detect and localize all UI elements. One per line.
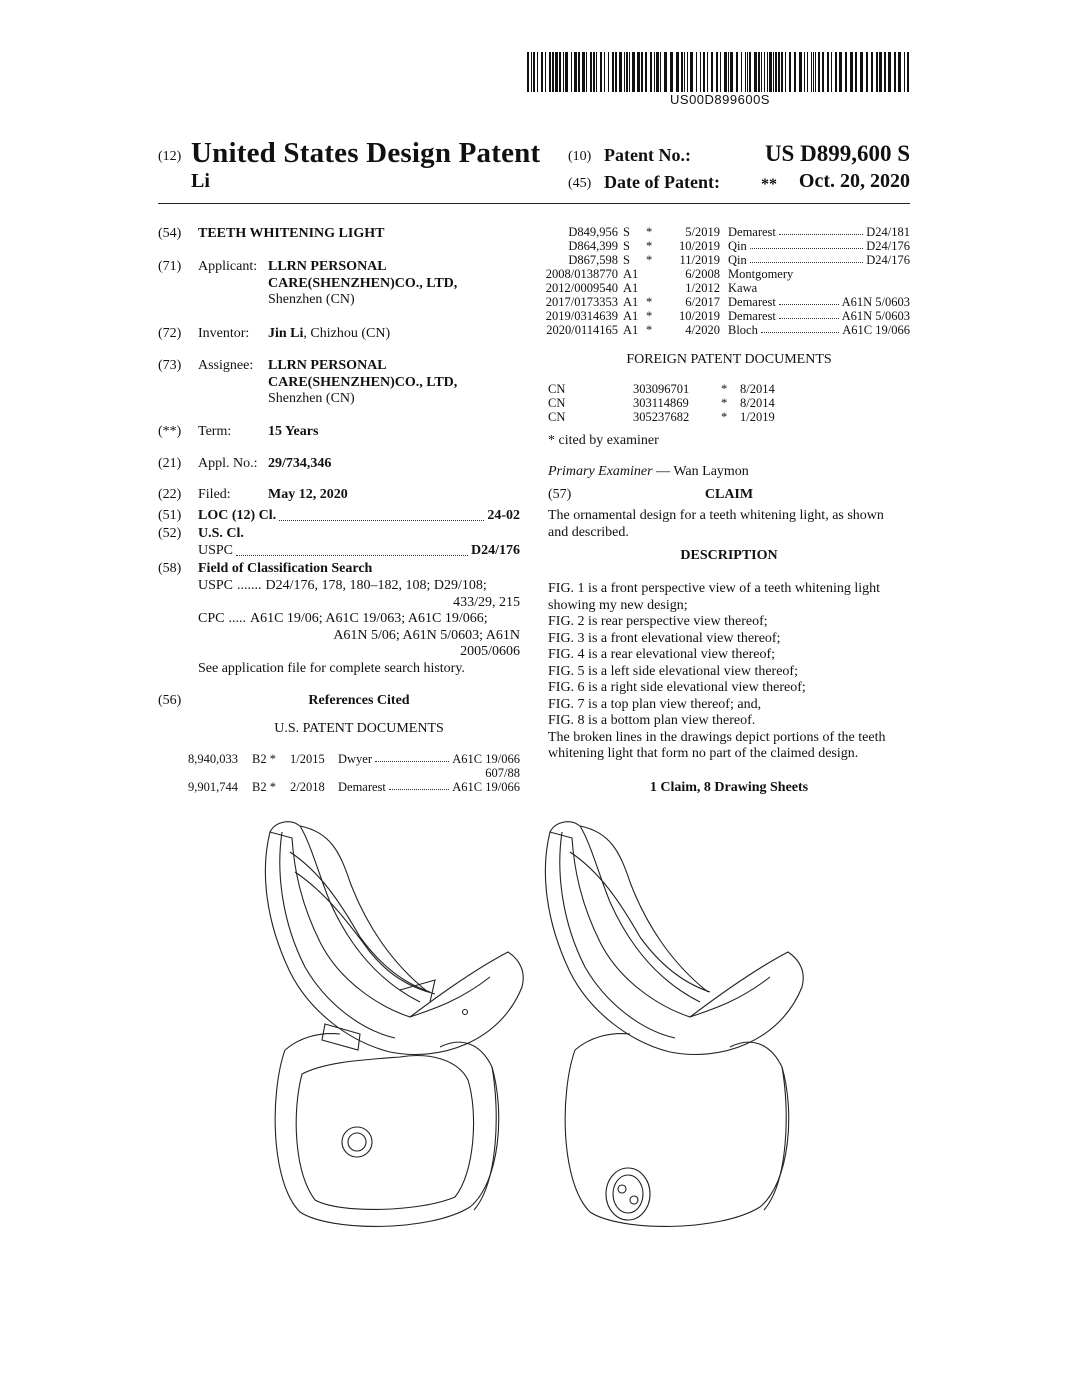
applicant-line-2: CARE(SHENZHEN)CO., LTD, bbox=[268, 275, 458, 291]
barcode-bar bbox=[615, 52, 617, 92]
document-title: United States Design Patent bbox=[191, 137, 541, 169]
barcode-bar bbox=[711, 52, 713, 92]
barcode-bar bbox=[831, 52, 832, 92]
tray-rim-2 bbox=[580, 826, 708, 992]
barcode-bar bbox=[707, 52, 708, 92]
barcode-bar bbox=[632, 52, 635, 92]
usb-port-inner bbox=[613, 1175, 643, 1213]
body-top bbox=[575, 1034, 630, 1050]
barcode-bar bbox=[781, 52, 783, 92]
barcode-bar bbox=[789, 52, 791, 92]
description-line: FIG. 5 is a left side elevational view thereof; bbox=[548, 663, 798, 679]
barcode-bar bbox=[835, 52, 837, 92]
barcode-bar bbox=[593, 52, 595, 92]
date-mark: ** bbox=[761, 176, 777, 193]
claim-num: (57) bbox=[548, 487, 572, 502]
claim-text-line-2: and described. bbox=[548, 524, 629, 540]
power-button-icon bbox=[348, 1133, 366, 1151]
us-reference-list bbox=[188, 752, 520, 794]
barcode-bar bbox=[741, 52, 742, 92]
description-line: showing my new design; bbox=[548, 597, 688, 613]
barcode-bar bbox=[815, 52, 816, 92]
tag-12: (12) bbox=[158, 149, 182, 164]
barcode-bar bbox=[582, 52, 585, 92]
field-54-num: (54) bbox=[158, 226, 182, 241]
barcode-bar bbox=[888, 52, 891, 92]
barcode-bar bbox=[629, 52, 630, 92]
search-uspc-line-1: D24/176, 178, 180–182, 108; D29/108; bbox=[265, 578, 487, 593]
tray-inner-edge bbox=[280, 832, 395, 1038]
barcode-bar bbox=[541, 52, 543, 92]
barcode-bar bbox=[822, 52, 824, 92]
barcode-bar bbox=[799, 52, 802, 92]
barcode-bar bbox=[586, 52, 587, 92]
claims-sheets-count: 1 Claim, 8 Drawing Sheets bbox=[649, 780, 809, 795]
tray-inner-edge bbox=[560, 832, 675, 1038]
barcode-bar bbox=[728, 52, 729, 92]
cited-by-examiner: * cited by examiner bbox=[548, 433, 659, 448]
field-21-num: (21) bbox=[158, 456, 182, 471]
description-text bbox=[548, 581, 918, 763]
barcode-bar bbox=[676, 52, 679, 92]
header-line-1 bbox=[158, 137, 918, 173]
claim-text-line-1: The ornamental design for a teeth whitening light, as shown bbox=[548, 508, 884, 523]
inventor-short: Li bbox=[191, 170, 210, 192]
barcode-bar bbox=[876, 52, 878, 92]
barcode-bar bbox=[656, 52, 659, 92]
barcode-bar bbox=[664, 52, 667, 92]
barcode-bar bbox=[769, 52, 772, 92]
reference-row: D864,399 S * 10/2019 Qin D24/176 bbox=[568, 239, 910, 253]
inventor-name: Jin Li bbox=[268, 326, 304, 341]
barcode-bar bbox=[612, 52, 614, 92]
search-cpc-line-3: 2005/0606 bbox=[460, 644, 520, 659]
barcode-bar bbox=[687, 52, 688, 92]
barcode-bar bbox=[624, 52, 625, 92]
barcode-bar bbox=[839, 52, 842, 92]
foreign-doc-row: CN 303096701 * 8/2014 bbox=[548, 382, 775, 396]
field-term-num: (**) bbox=[158, 424, 182, 439]
barcode-bar bbox=[884, 52, 886, 92]
figure-1-front-perspective bbox=[230, 812, 530, 1232]
barcode-bar bbox=[845, 52, 847, 92]
field-51-num: (51) bbox=[158, 508, 182, 523]
inventor-label: Inventor: bbox=[198, 326, 250, 341]
description-line: FIG. 3 is a front elevational view thereof; bbox=[548, 630, 781, 646]
barcode-graphic bbox=[527, 52, 913, 92]
tag-45: (45) bbox=[568, 176, 592, 191]
barcode-bar bbox=[778, 52, 780, 92]
us-reference-extra: 607/88 bbox=[485, 766, 520, 780]
reference-row: D849,956 S * 5/2019 Demarest D24/181 bbox=[568, 225, 910, 239]
barcode-bar bbox=[894, 52, 896, 92]
barcode-bar bbox=[660, 52, 661, 92]
barcode-bar bbox=[775, 52, 777, 92]
description-line: The broken lines in the drawings depict portions of the teeth bbox=[548, 729, 886, 745]
reference-row: 2019/0314639 A1 * 10/2019 Demarest A61N 5/0603 bbox=[545, 309, 910, 323]
reference-list-continued bbox=[545, 225, 910, 337]
barcode-bar bbox=[549, 52, 551, 92]
barcode-bar bbox=[827, 52, 829, 92]
barcode-bar bbox=[866, 52, 868, 92]
foreign-doc-list bbox=[548, 382, 910, 424]
barcode-bar bbox=[716, 52, 718, 92]
inventor-location: , Chizhou (CN) bbox=[303, 326, 391, 341]
barcode-bar bbox=[860, 52, 863, 92]
barcode-bar bbox=[619, 52, 622, 92]
assignee-line-3: Shenzhen (CN) bbox=[268, 391, 355, 406]
barcode-bar bbox=[813, 52, 814, 92]
header-line-2 bbox=[158, 170, 918, 196]
barcode-bar bbox=[670, 52, 673, 92]
barcode-bar bbox=[700, 52, 701, 92]
reference-row: 2017/0173353 A1 * 6/2017 Demarest A61N 5/0603 bbox=[545, 295, 910, 309]
field-71-num: (71) bbox=[158, 259, 182, 274]
barcode-bar bbox=[563, 52, 564, 92]
barcode-bar bbox=[559, 52, 561, 92]
barcode-bar bbox=[537, 52, 538, 92]
filed-label: Filed: bbox=[198, 487, 231, 502]
barcode-bar bbox=[650, 52, 652, 92]
search-history-note: See application file for complete search history. bbox=[198, 660, 465, 676]
reference-row: 2020/0114165 A1 * 4/2020 Bloch A61C 19/066 bbox=[546, 323, 910, 337]
power-button-outer bbox=[342, 1127, 372, 1157]
barcode-bar bbox=[565, 52, 568, 92]
description-line: FIG. 1 is a front perspective view of a teeth whitening light bbox=[548, 581, 881, 596]
appl-no-value: 29/734,346 bbox=[268, 456, 332, 471]
examiner-name: — Wan Laymon bbox=[652, 464, 749, 479]
barcode-bar bbox=[571, 52, 572, 92]
barcode-bar bbox=[604, 52, 605, 92]
description-line: FIG. 6 is a right side elevational view thereof; bbox=[548, 680, 806, 695]
primary-examiner bbox=[548, 464, 749, 481]
barcode-bar bbox=[871, 52, 873, 92]
barcode-bar bbox=[654, 52, 655, 92]
search-cpc-line-2: A61N 5/06; A61N 5/0603; A61N bbox=[333, 627, 520, 643]
tray-lower-edge bbox=[690, 977, 770, 1017]
applicant-label: Applicant: bbox=[198, 259, 258, 274]
neck bbox=[322, 1024, 360, 1050]
applicant-line-3: Shenzhen (CN) bbox=[268, 292, 355, 307]
search-uspc-label: USPC bbox=[198, 578, 234, 593]
assignee-label: Assignee: bbox=[198, 358, 254, 373]
tray-rim-2 bbox=[300, 826, 428, 992]
invention-title: TEETH WHITENING LIGHT bbox=[198, 226, 385, 241]
tag-10: (10) bbox=[568, 149, 592, 164]
us-cl-uspc-label: USPC bbox=[198, 543, 234, 558]
barcode-bar bbox=[794, 52, 796, 92]
assignee-line-1: LLRN PERSONAL bbox=[268, 358, 387, 373]
barcode-bar bbox=[749, 52, 751, 92]
assignee-line-2: CARE(SHENZHEN)CO., LTD, bbox=[268, 374, 458, 390]
filed-value: May 12, 2020 bbox=[268, 487, 348, 502]
barcode-bar bbox=[758, 52, 760, 92]
barcode-bar bbox=[608, 52, 609, 92]
barcode-bar bbox=[850, 52, 853, 92]
reference-row: 2008/0138770 A1 6/2008 Montgomery bbox=[545, 267, 794, 281]
reference-row: 2012/0009540 A1 1/2012 Kawa bbox=[545, 281, 758, 295]
barcode-bar bbox=[754, 52, 757, 92]
field-52-num: (52) bbox=[158, 526, 182, 541]
barcode-bar bbox=[898, 52, 901, 92]
barcode-bar bbox=[747, 52, 748, 92]
tray-lower-edge bbox=[410, 977, 490, 1017]
barcode-bar bbox=[626, 52, 628, 92]
tray-dot bbox=[463, 1010, 468, 1015]
barcode-bar bbox=[785, 52, 786, 92]
barcode-number: US00D899600S bbox=[670, 92, 770, 107]
barcode-bar bbox=[552, 52, 554, 92]
barcode-bar bbox=[531, 52, 532, 92]
barcode-bar bbox=[681, 52, 683, 92]
barcode-bar bbox=[767, 52, 768, 92]
barcode-bar bbox=[724, 52, 727, 92]
body-outline bbox=[275, 1042, 499, 1226]
date-of-patent: Oct. 20, 2020 bbox=[798, 170, 910, 192]
barcode-bar bbox=[904, 52, 905, 92]
loc-value: 24-02 bbox=[487, 508, 520, 523]
barcode-bar bbox=[696, 52, 697, 92]
barcode-bar bbox=[804, 52, 805, 92]
field-58-num: (58) bbox=[158, 561, 182, 576]
search-uspc-line-2: 433/29, 215 bbox=[453, 594, 520, 610]
foreign-doc-row: CN 303114869 * 8/2014 bbox=[548, 396, 775, 410]
barcode-bar bbox=[811, 52, 812, 92]
body-outline bbox=[565, 1042, 789, 1226]
barcode-bar bbox=[745, 52, 746, 92]
barcode-bar bbox=[764, 52, 765, 92]
barcode-bar bbox=[730, 52, 733, 92]
date-label: Date of Patent: bbox=[604, 172, 720, 192]
field-72-num: (72) bbox=[158, 326, 182, 341]
foreign-docs-title: FOREIGN PATENT DOCUMENTS bbox=[626, 352, 832, 367]
barcode-bar bbox=[574, 52, 577, 92]
description-line: FIG. 8 is a bottom plan view thereof. bbox=[548, 713, 756, 728]
claim-title: CLAIM bbox=[704, 487, 754, 502]
search-cpc-line-1: A61C 19/06; A61C 19/063; A61C 19/066; bbox=[249, 611, 488, 626]
body-top bbox=[285, 1034, 340, 1050]
tray-outline bbox=[545, 832, 803, 1054]
barcode-bar bbox=[818, 52, 820, 92]
usb-pin bbox=[630, 1196, 638, 1204]
reference-row: D867,598 S * 11/2019 Qin D24/176 bbox=[568, 253, 910, 267]
applicant-line-1: LLRN PERSONAL bbox=[268, 259, 387, 274]
claim-text bbox=[548, 508, 918, 541]
foreign-doc-row: CN 305237682 * 1/2019 bbox=[548, 410, 775, 424]
tray-outline bbox=[265, 832, 523, 1054]
barcode-bar bbox=[773, 52, 774, 92]
description-line: FIG. 7 is a top plan view thereof; and, bbox=[548, 696, 762, 712]
us-reference-row: 9,901,744 B2 * 2/2018 Demarest A61C 19/066 bbox=[188, 780, 520, 794]
field-56-num: (56) bbox=[158, 693, 182, 708]
search-cpc-label: CPC bbox=[198, 611, 225, 626]
barcode-bar bbox=[703, 52, 705, 92]
barcode-bar bbox=[590, 52, 592, 92]
us-reference-row: 8,940,033 B2 * 1/2015 Dwyer A61C 19/066 bbox=[188, 752, 520, 766]
barcode-bar bbox=[761, 52, 762, 92]
body-front-panel bbox=[296, 1056, 473, 1210]
barcode-bar bbox=[684, 52, 685, 92]
usb-pin bbox=[618, 1185, 626, 1193]
barcode-bar bbox=[641, 52, 643, 92]
barcode-bar bbox=[690, 52, 693, 92]
barcode-bar bbox=[545, 52, 546, 92]
description-title: DESCRIPTION bbox=[680, 548, 778, 563]
figure-2-rear-perspective bbox=[530, 812, 830, 1232]
barcode-bar bbox=[907, 52, 909, 92]
examiner-label: Primary Examiner bbox=[548, 464, 653, 479]
barcode-bar bbox=[645, 52, 647, 92]
header-rule bbox=[158, 203, 910, 204]
field-54 bbox=[158, 226, 384, 243]
description-line: whitening light that form no part of the claimed design. bbox=[548, 746, 859, 761]
patent-no-label: Patent No.: bbox=[604, 145, 691, 165]
barcode-bar bbox=[879, 52, 882, 92]
barcode-bar bbox=[527, 52, 529, 92]
barcode-bar bbox=[736, 52, 738, 92]
barcode-bar bbox=[555, 52, 558, 92]
barcode-bar bbox=[600, 52, 602, 92]
us-patent-docs-title: U.S. PATENT DOCUMENTS bbox=[274, 721, 444, 736]
barcode bbox=[527, 52, 913, 92]
field-73-num: (73) bbox=[158, 358, 182, 373]
barcode-bar bbox=[855, 52, 857, 92]
barcode-bar bbox=[578, 52, 580, 92]
us-cl-label: U.S. Cl. bbox=[198, 526, 244, 541]
barcode-bar bbox=[637, 52, 640, 92]
barcode-bar bbox=[533, 52, 535, 92]
term-label: Term: bbox=[198, 424, 232, 439]
us-cl-value: D24/176 bbox=[471, 543, 520, 558]
appl-no-label: Appl. No.: bbox=[198, 456, 258, 471]
patent-number: US D899,600 S bbox=[764, 141, 910, 166]
barcode-bar bbox=[596, 52, 597, 92]
field-22-num: (22) bbox=[158, 487, 182, 502]
search-field-label: Field of Classification Search bbox=[198, 561, 373, 576]
description-line: FIG. 4 is a rear elevational view thereof; bbox=[548, 647, 776, 662]
term-value: 15 Years bbox=[268, 424, 319, 439]
barcode-bar bbox=[807, 52, 808, 92]
references-cited-title: References Cited bbox=[308, 693, 410, 708]
barcode-bar bbox=[720, 52, 721, 92]
loc-label: LOC (12) Cl. bbox=[198, 508, 277, 523]
description-line: FIG. 2 is rear perspective view thereof; bbox=[548, 614, 768, 629]
